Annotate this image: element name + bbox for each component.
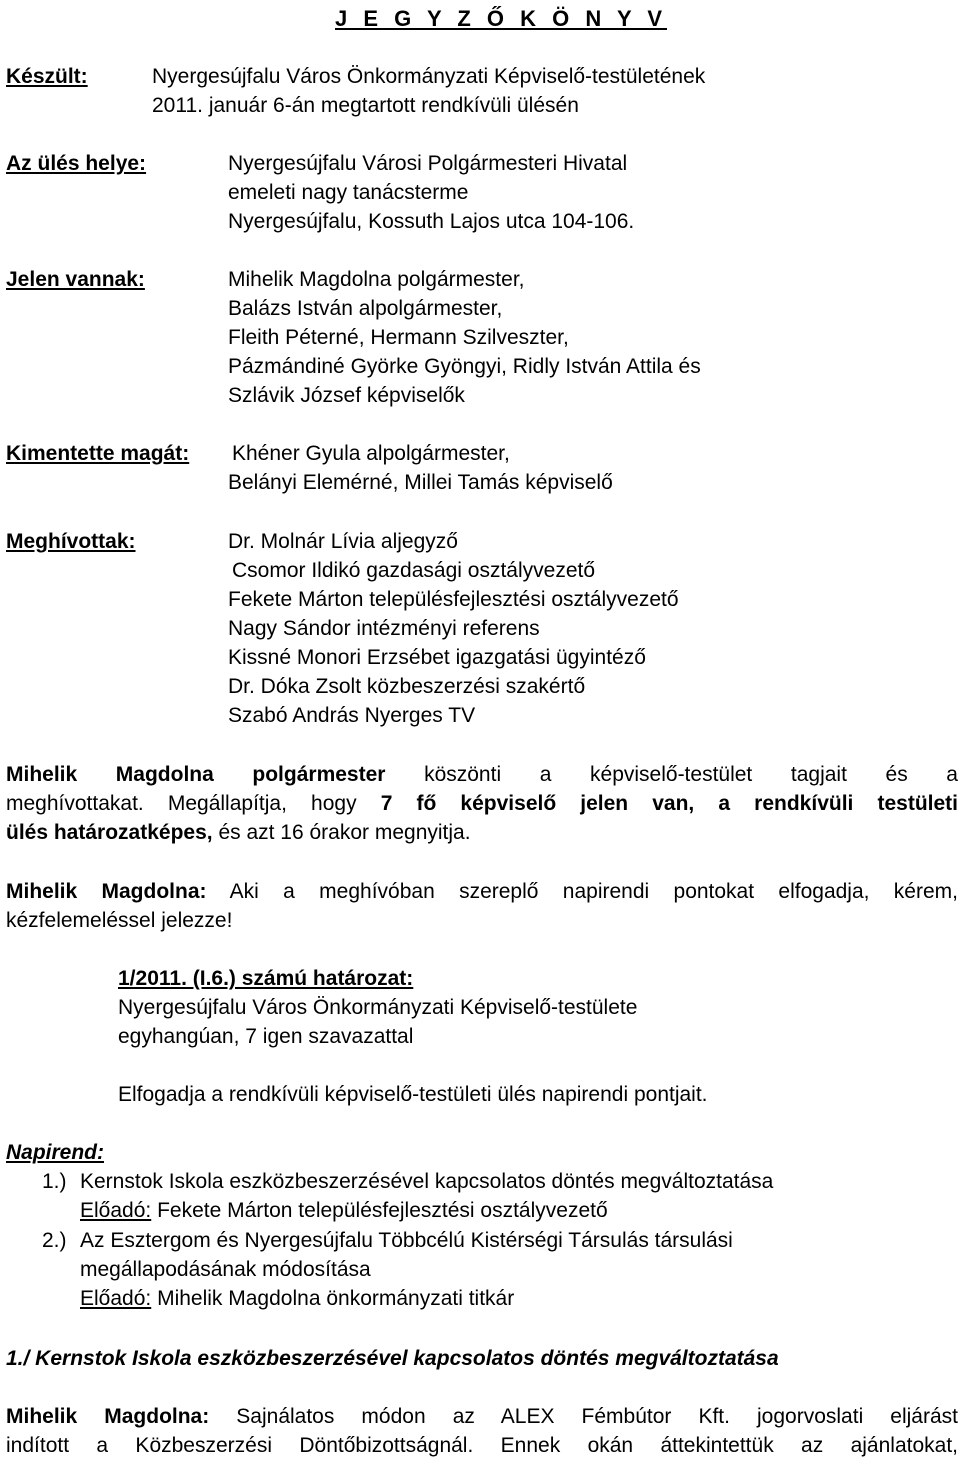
meghivott-line: Fekete Márton településfejlesztési osztályvezető: [228, 588, 679, 611]
agenda-item-title: Kernstok Iskola eszközbeszerzésével kapcsolatos döntés megváltoztatása: [80, 1170, 774, 1193]
meghivott-line: Kissné Monori Erzsébet igazgatási ügyintéző: [228, 646, 646, 669]
resolution-line: Nyergesújfalu Város Önkormányzati Képviselő-testülete: [118, 996, 638, 1019]
agenda-item-title-cont: megállapodásának módosítása: [80, 1258, 371, 1281]
opening-line-2: [6, 789, 958, 818]
resolution-number: 1/2011. (I.6.) számú határozat:: [118, 967, 414, 990]
agenda-item-presenter: [80, 1196, 608, 1225]
meghivott-line: Nagy Sándor intézményi referens: [228, 617, 540, 640]
presenter-name: Mihelik Magdolna önkormányzati titkár: [157, 1287, 515, 1310]
document-title: J E G Y Z Ő K Ö N Y V: [335, 6, 668, 31]
agenda-item-presenter: [80, 1284, 514, 1313]
jelen-label: Jelen vannak:: [6, 268, 145, 291]
meghivott-line: Szabó András Nyerges TV: [228, 704, 476, 727]
text-span: köszönti a képviselő-testület tagjait és a: [424, 763, 958, 786]
meghivott-line: Dr. Dóka Zsolt közbeszerzési szakértő: [228, 675, 586, 698]
resolution-line: egyhangúan, 7 igen szavazattal: [118, 1025, 414, 1048]
speaker-name: Mihelik Magdolna:: [6, 880, 207, 903]
bold-span: 7 fő képviselő jelen van, a rendkívüli testületi: [380, 792, 958, 815]
kimentette-line: Belányi Elemérné, Millei Tamás képviselő: [228, 471, 613, 494]
jelen-line: Pázmándiné Györke Gyöngyi, Ridly István Attila és: [228, 355, 701, 378]
opening-line-1: [6, 760, 958, 789]
vote-request-line-2: kézfelemeléssel jelezze!: [6, 909, 233, 932]
jelen-line: Balázs István alpolgármester,: [228, 297, 503, 320]
meghivottak-label: Meghívottak:: [6, 530, 136, 553]
keszult-line: Nyergesújfalu Város Önkormányzati Képviselő-testületének: [152, 65, 706, 88]
agenda-item-number: 2.): [42, 1229, 67, 1252]
hely-line: Nyergesújfalu Városi Polgármesteri Hivatal: [228, 152, 628, 175]
hely-label: Az ülés helye:: [6, 152, 147, 175]
jelen-line: Szlávik József képviselők: [228, 384, 465, 407]
section-line-2: indított a Közbeszerzési Döntőbizottságnál. Ennek okán áttekintettük az ajánlatokat,: [6, 1434, 958, 1457]
kimentette-label: Kimentette magát:: [6, 442, 190, 465]
speaker-name: Mihelik Magdolna:: [6, 1405, 210, 1428]
agenda-label: Napirend:: [6, 1141, 105, 1164]
meghivott-line: Dr. Molnár Lívia aljegyző: [228, 530, 458, 553]
meghivott-line: Csomor Ildikó gazdasági osztályvezető: [232, 559, 596, 582]
agenda-item-number: 1.): [42, 1170, 67, 1193]
agenda-item-title: Az Esztergom és Nyergesújfalu Többcélú Kistérségi Társulás társulási: [80, 1229, 733, 1252]
presenter-name: Fekete Márton településfejlesztési osztályvezető: [157, 1199, 608, 1222]
bold-span: ülés határozatképes,: [6, 821, 213, 844]
hely-line: emeleti nagy tanácsterme: [228, 181, 469, 204]
kimentette-line: Khéner Gyula alpolgármester,: [232, 442, 510, 465]
text-span: Aki a meghívóban szereplő napirendi pontokat elfogadja, kérem,: [229, 880, 958, 903]
text-span: meghívottakat. Megállapítja, hogy: [6, 792, 357, 815]
section-line-1: [6, 1402, 958, 1431]
section-heading: 1./ Kernstok Iskola eszközbeszerzésével kapcsolatos döntés megváltoztatása: [6, 1347, 779, 1370]
speaker-name: Mihelik Magdolna polgármester: [6, 763, 386, 786]
vote-request-line-1: [6, 877, 958, 906]
presenter-label: Előadó:: [80, 1199, 152, 1222]
resolution-decision: Elfogadja a rendkívüli képviselő-testületi ülés napirendi pontjait.: [118, 1083, 708, 1106]
text-span: Sajnálatos módon az ALEX Fémbútor Kft. jogorvoslati eljárást: [236, 1405, 958, 1428]
jelen-line: Fleith Péterné, Hermann Szilveszter,: [228, 326, 569, 349]
text-span: és azt 16 órakor megnyitja.: [218, 821, 471, 844]
keszult-line: 2011. január 6-án megtartott rendkívüli ülésén: [152, 94, 579, 117]
hely-line: Nyergesújfalu, Kossuth Lajos utca 104-106.: [228, 210, 635, 233]
jelen-line: Mihelik Magdolna polgármester,: [228, 268, 525, 291]
keszult-label: Készült:: [6, 65, 88, 88]
opening-line-3: [6, 818, 471, 847]
presenter-label: Előadó:: [80, 1287, 152, 1310]
